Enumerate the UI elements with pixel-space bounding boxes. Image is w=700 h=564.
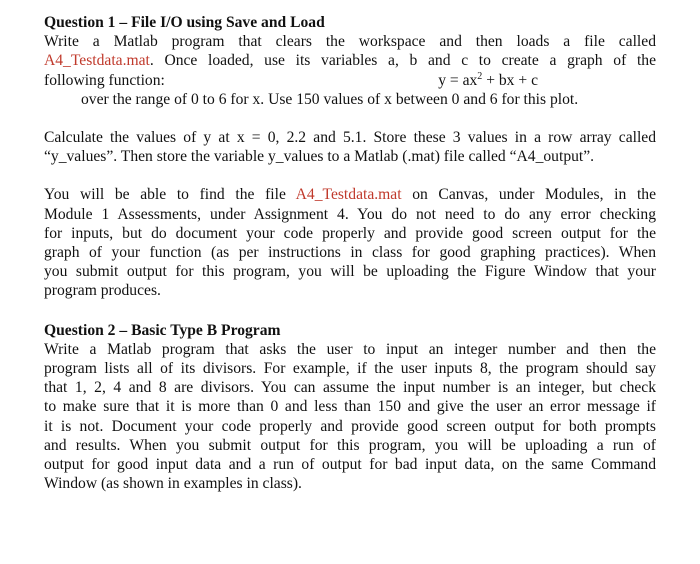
spacer (44, 109, 656, 128)
q1-p1-line-3-label: following function: (44, 71, 165, 89)
testdata-file-name-2: A4_Testdata.mat (295, 186, 402, 204)
q2-line-2: program lists all of its divisors. For example, if the user inputs 8, the program should say (44, 360, 656, 378)
question-2-paragraph (44, 340, 656, 494)
spacer (44, 301, 656, 321)
q2-line-1: Write a Matlab program that asks the user to input an integer number and then the (44, 340, 656, 358)
q1-p1-line-4: over the range of 0 to 6 for x. Use 150 values of x between 0 and 6 for this plot. (81, 90, 579, 108)
testdata-file-name: A4_Testdata.mat (44, 52, 150, 70)
question-1-paragraph-3 (44, 185, 656, 300)
q1-p3-line-4: graph of your function (as per instructions in class for good graphing practices). When (44, 244, 656, 262)
q1-p3-line-1 (44, 185, 656, 204)
q1-p2-line-2: “y_values”. Then store the variable y_values to a Matlab (.mat) file called “A4_output”. (44, 148, 595, 166)
q2-line-7: output for good input data and a run of output for bad input data, on the same Command (44, 456, 656, 474)
q2-line-6: and results. When you submit output for this program, you will be uploading a run of (44, 436, 656, 454)
quadratic-formula (438, 71, 538, 90)
q2-line-4: to make sure that it is more than 0 and less than 150 and give the user an error message if (44, 398, 656, 416)
spacer (44, 166, 656, 185)
q1-p1-line-2-rest: . Once loaded, use its variables a, b and c to create a graph of the (149, 52, 656, 70)
question-1-paragraph-2 (44, 128, 656, 166)
q1-p1-line-3 (44, 71, 656, 90)
document-page (44, 13, 656, 493)
question-1-paragraph-1 (44, 32, 656, 109)
formula-exponent: 2 (477, 70, 483, 82)
q1-p1-line-1: Write a Matlab program that clears the workspace and then loads a file called (44, 33, 656, 51)
q1-p1-line-2 (44, 51, 656, 70)
q1-p3-line-1-start: You will be able to find the file (44, 186, 286, 204)
formula-part-a: y = ax (438, 71, 478, 89)
q1-p3-line-3: for inputs, but do document your code properly and provide good screen output for the (44, 224, 656, 242)
q2-line-5: it is not. Document your code properly and provide good screen output for both prompts (44, 417, 656, 435)
q1-p3-line-1-end: on Canvas, under Modules, in the (412, 186, 656, 204)
q1-p3-line-2: Module 1 Assessments, under Assignment 4. You do not need to do any error checking (44, 205, 656, 223)
question-1-heading: Question 1 – File I/O using Save and Load (44, 14, 325, 31)
q1-p3-line-6: program produces. (44, 282, 161, 300)
q1-p2-line-1: Calculate the values of y at x = 0, 2.2 and 5.1. Store these 3 values in a row array called (44, 129, 656, 147)
q1-p3-line-5: you submit output for this program, you will be uploading the Figure Window that your (44, 263, 656, 281)
formula-part-b: + bx + c (482, 71, 538, 89)
question-2-heading: Question 2 – Basic Type B Program (44, 321, 281, 339)
q2-line-8: Window (as shown in examples in class). (44, 475, 302, 493)
q2-line-3: that 1, 2, 4 and 8 are divisors. You can assume the input number is an integer, but check (44, 379, 656, 397)
